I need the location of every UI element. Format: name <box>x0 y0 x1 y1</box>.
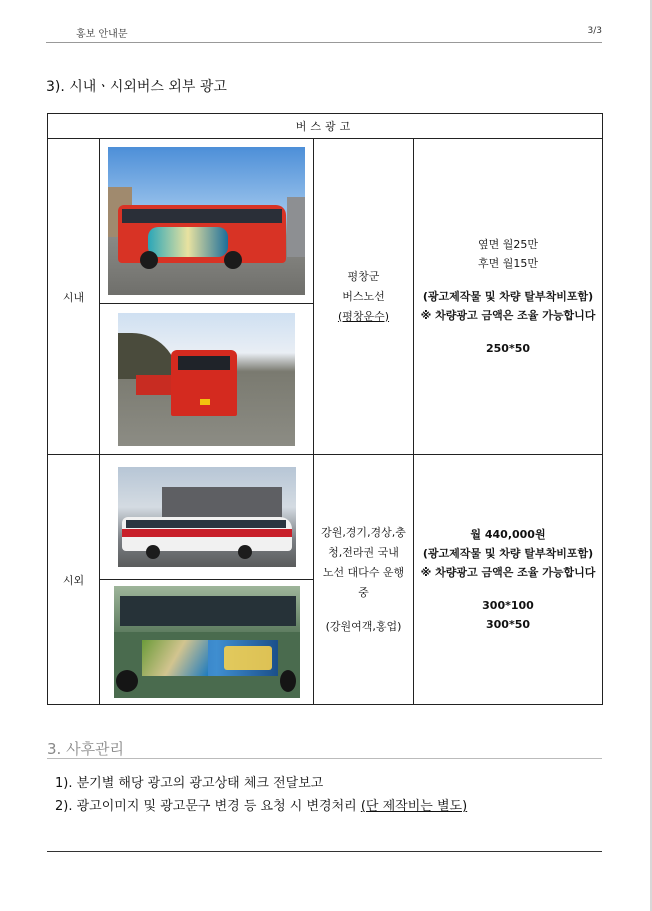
ad-size: 300*50 <box>485 618 531 631</box>
price-line: 후면 월15만 <box>478 257 538 270</box>
route-line: 강원,경기,경상,충 <box>321 525 406 539</box>
price-note-negotiable: ※ 차량광고 금액은 조율 가능합니다 <box>420 309 596 322</box>
category-intercity: 시외 <box>48 455 100 705</box>
aftercare-title: 3. 사후관리 <box>47 740 125 758</box>
page-header <box>46 18 602 43</box>
footer-divider <box>47 851 602 852</box>
section-title-aftercare <box>47 736 602 759</box>
category-city: 시내 <box>48 139 100 455</box>
photo-cell <box>100 139 314 304</box>
page-number: 3/3 <box>587 26 602 36</box>
section-title-bus-ads: 3). 시내ㆍ시외버스 외부 광고 <box>46 79 227 95</box>
city-bus-side-photo <box>108 147 305 295</box>
table-caption: 버스광고 <box>48 114 603 139</box>
intercity-bus-ad-photo <box>114 586 300 698</box>
route-company: (평창운수) <box>337 309 390 323</box>
route-line: 노선 대다수 운행 <box>322 565 405 579</box>
route-line: 버스노선 <box>342 289 385 303</box>
aftercare-item-note: (단 제작비는 별도) <box>360 799 468 814</box>
price-line: 월 440,000원 <box>470 528 546 541</box>
route-line: 청,전라권 국내 <box>328 545 399 559</box>
price-line: 옆면 월25만 <box>478 238 538 251</box>
route-city <box>314 139 414 455</box>
price-city <box>414 139 603 455</box>
route-company: (강원여객,홍업) <box>325 619 402 633</box>
price-intercity <box>414 455 603 705</box>
aftercare-item: 1). 분기별 해당 광고의 광고상태 체크 전달보고 <box>55 776 324 791</box>
aftercare-item <box>55 795 467 814</box>
price-note-included: (광고제작물 및 차량 탈부착비포함) <box>422 290 594 303</box>
header-title: 홍보 안내문 <box>76 29 128 40</box>
aftercare-item-text: 2). 광고이미지 및 광고문구 변경 등 요청 시 변경처리 <box>55 799 357 814</box>
photo-cell <box>100 304 314 455</box>
city-bus-rear-photo <box>118 313 295 446</box>
intercity-coach-photo <box>118 467 296 567</box>
route-line: 평창군 <box>347 269 380 283</box>
ad-size: 300*100 <box>482 599 534 612</box>
photo-cell <box>100 455 314 580</box>
price-note-negotiable: ※ 차량광고 금액은 조율 가능합니다 <box>420 566 596 579</box>
ad-size: 250*50 <box>485 342 531 355</box>
bus-ad-table <box>47 113 603 705</box>
route-intercity <box>314 455 414 705</box>
price-note-included: (광고제작물 및 차량 탈부착비포함) <box>422 547 594 560</box>
route-line: 중 <box>358 585 369 599</box>
photo-cell <box>100 580 314 705</box>
